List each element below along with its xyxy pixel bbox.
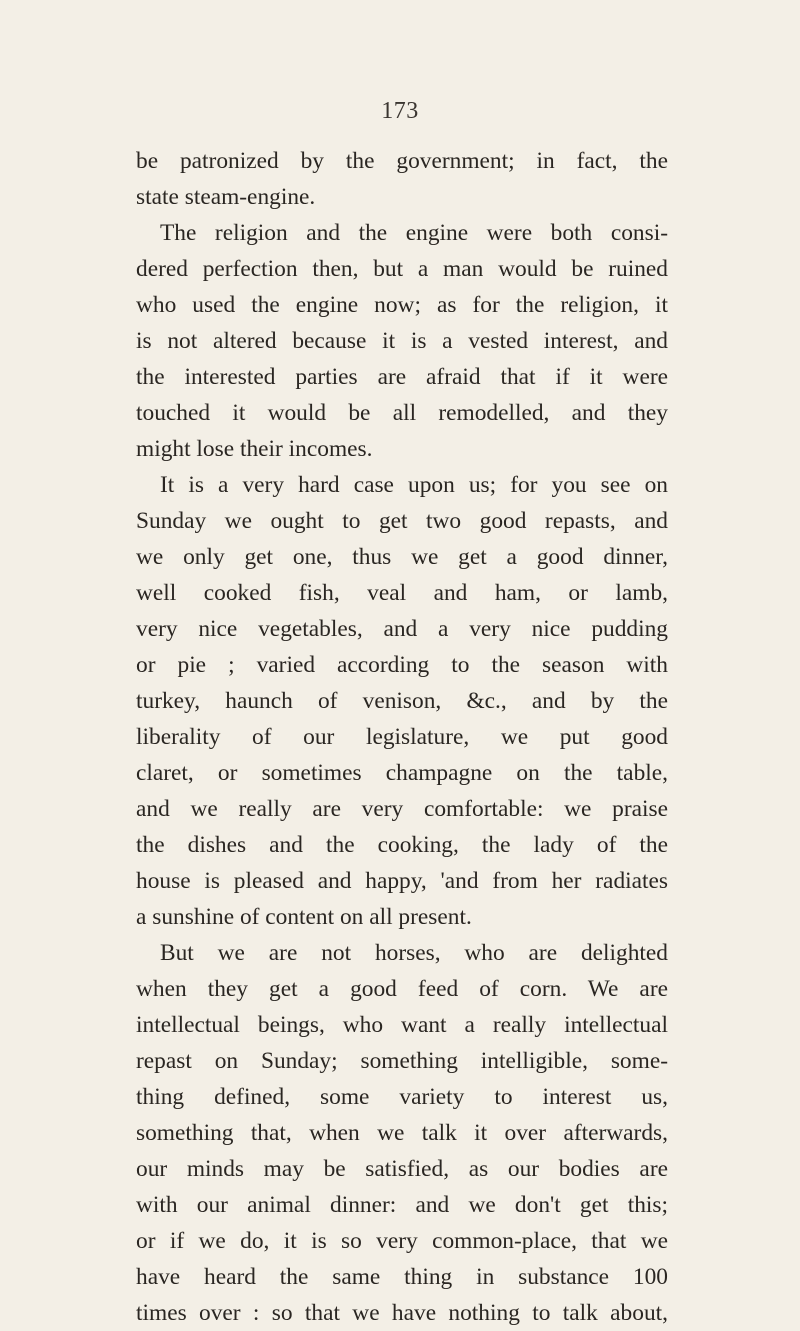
text-line: or pie ; varied according to the season with [136, 652, 668, 678]
text-line: state steam-engine. [136, 184, 316, 210]
text-line: touched it would be all remodelled, and they [136, 400, 668, 426]
text-line: something that, when we talk it over afterwards, [136, 1120, 668, 1146]
text-line: the dishes and the cooking, the lady of the [136, 832, 668, 858]
paragraph-start-line: It is a very hard case upon us; for you see on [160, 472, 668, 498]
text-line: claret, or sometimes champagne on the table, [136, 760, 668, 786]
text-line: when they get a good feed of corn. We are [136, 976, 668, 1002]
text-line: might lose their incomes. [136, 436, 373, 462]
text-line: and we really are very comfortable: we praise [136, 796, 668, 822]
text-line: or if we do, it is so very common-place, that we [136, 1228, 668, 1254]
text-line: who used the engine now; as for the religion, it [136, 292, 668, 318]
text-line: have heard the same thing in substance 100 [136, 1264, 668, 1290]
text-line: house is pleased and happy, 'and from her radiates [136, 868, 668, 894]
text-line: thing defined, some variety to interest us, [136, 1084, 668, 1110]
text-line: liberality of our legislature, we put good [136, 724, 668, 750]
text-line: is not altered because it is a vested interest, and [136, 328, 668, 354]
text-line: with our animal dinner: and we don't get this; [136, 1192, 668, 1218]
text-line: a sunshine of content on all present. [136, 904, 472, 930]
text-line: intellectual beings, who want a really intellectual [136, 1012, 668, 1038]
text-line: very nice vegetables, and a very nice pudding [136, 616, 668, 642]
paragraph-start-line: The religion and the engine were both consi- [160, 220, 668, 246]
page-number: 173 [381, 98, 419, 124]
text-line: repast on Sunday; something intelligible, some- [136, 1048, 668, 1074]
text-line: dered perfection then, but a man would be ruined [136, 256, 668, 282]
text-line: be patronized by the government; in fact, the [136, 148, 668, 174]
text-line: the interested parties are afraid that if it were [136, 364, 668, 390]
text-line: Sunday we ought to get two good repasts, and [136, 508, 668, 534]
body-text [136, 143, 668, 1331]
text-line: times over : so that we have nothing to talk about, [136, 1300, 668, 1326]
text-line: our minds may be satisfied, as our bodies are [136, 1156, 668, 1182]
text-line: we only get one, thus we get a good dinner, [136, 544, 668, 570]
text-line: turkey, haunch of venison, &c., and by the [136, 688, 668, 714]
text-line: well cooked fish, veal and ham, or lamb, [136, 580, 668, 606]
paragraph-start-line: But we are not horses, who are delighted [160, 940, 668, 966]
